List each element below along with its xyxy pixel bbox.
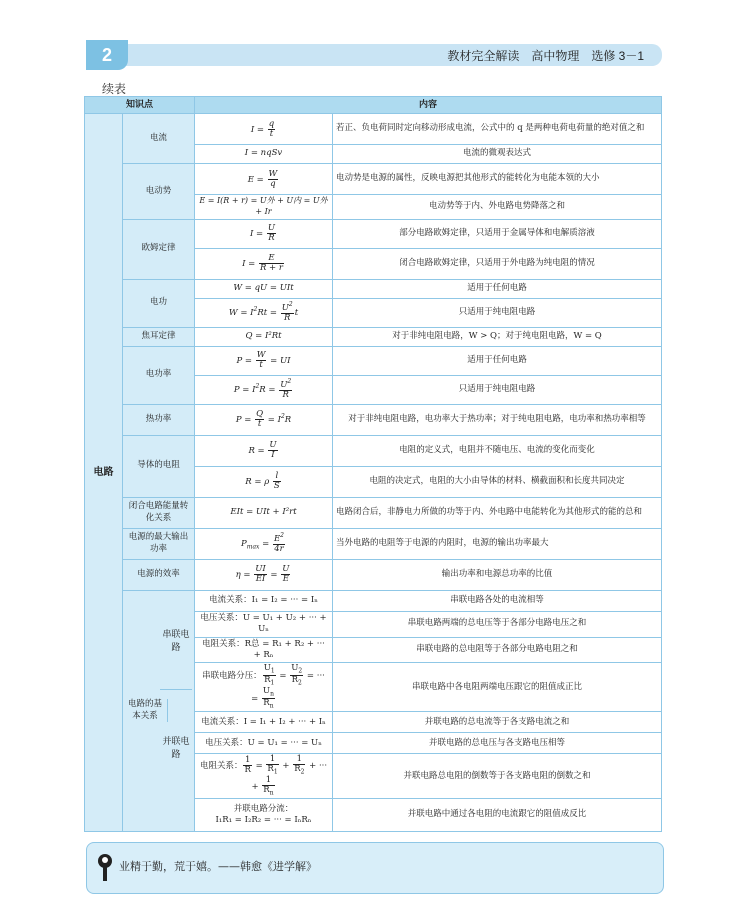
description: 电动势等于内、外电路电势降落之和 — [333, 195, 662, 220]
category-label: 电路 — [85, 114, 123, 832]
formula-label: 电阻关系： — [199, 761, 243, 772]
formula: I = $\frac{E}{R + r}$ — [195, 248, 333, 279]
formula: W = qU = UIt — [195, 279, 333, 298]
table-row — [85, 404, 662, 435]
formula — [195, 799, 333, 832]
formula: E = I(R + r) = U外 + U内 = U外 + Ir — [195, 195, 333, 220]
kp-emf: 电动势 — [123, 164, 195, 220]
description: 电动势是电源的属性，反映电源把其他形式的能转化为电能本领的大小 — [333, 164, 662, 195]
table-row — [85, 346, 662, 375]
description: 并联电路总电阻的倒数等于各支路电阻的倒数之和 — [333, 754, 662, 799]
formula: Q = I²Rt — [195, 327, 333, 346]
table-row — [85, 114, 662, 145]
formula: R = $\frac{U}{I}$ — [195, 435, 333, 466]
kp-power: 电功率 — [123, 346, 195, 404]
kp-work: 电功 — [123, 279, 195, 327]
description: 对于非纯电阻电路，W > Q；对于纯电阻电路，W = Q — [333, 327, 662, 346]
continuation-label: 续表 — [102, 82, 127, 96]
formula: 串联电路分压： $\frac{U_1}{R_1}$ = $\frac{U_2}{R_2}$ = ··· = $\frac{U_n}{R_n}$ — [195, 663, 333, 712]
description: 适用于任何电路 — [333, 279, 662, 298]
formula: EIt = UIt + I²rt — [195, 497, 333, 528]
description: 部分电路欧姆定律，只适用于金属导体和电解质溶液 — [333, 219, 662, 248]
description: 电阻的决定式，电阻的大小由导体的材料、横截面积和长度共同决定 — [333, 466, 662, 497]
footer-quote: 业精于勤，荒于嬉。——韩愈《进学解》 — [119, 860, 317, 873]
formula: I = nqSv — [195, 145, 333, 164]
formula: R = ρ $\frac{l}{S}$ — [195, 466, 333, 497]
formula: 电阻关系：R总 = R₁ + R₂ + ··· + Rₙ — [195, 637, 333, 663]
description: 电阻的定义式，电阻并不随电压、电流的变化而变化 — [333, 435, 662, 466]
header-content: 内容 — [195, 97, 662, 114]
book-title: 教材完全解读 高中物理 选修 3－1 — [447, 49, 644, 63]
formula: η = $\frac{UI}{EI}$ = $\frac{U}{E}$ — [195, 559, 333, 590]
formula-label: 串联电路分压： — [202, 671, 262, 682]
header-bar — [86, 44, 662, 66]
parallel-label: 并联电路 — [160, 689, 192, 804]
description: 适用于任何电路 — [333, 346, 662, 375]
formula: 电阻关系： $\frac{1}{R}$ = $\frac{1}{R_1}$ + $\frac{1}{R_2}$ + ··· + $\frac{1}{R_n}$ — [195, 754, 333, 799]
description: 串联电路两端的总电压等于各部分电路电压之和 — [333, 611, 662, 637]
description: 若正、负电荷同时定向移动形成电流，公式中的 q 是两种电荷电荷量的绝对值之和 — [333, 114, 662, 145]
formula: 电流关系：I₁ = I₂ = ··· = Iₙ — [195, 590, 333, 611]
formula: 电流关系：I = I₁ + I₂ + ··· + Iₙ — [195, 712, 333, 733]
kp-ohm: 欧姆定律 — [123, 219, 195, 279]
kp-energy: 闭合电路能量转化关系 — [123, 497, 195, 528]
table-row — [85, 164, 662, 195]
formula: P = $\frac{W}{t}$ = UI — [195, 346, 333, 375]
basic-label: 电路的基本关系 — [123, 699, 168, 722]
description: 只适用于纯电阻电路 — [333, 298, 662, 327]
table-header-row — [85, 97, 662, 114]
table-row — [85, 559, 662, 590]
kp-resistance: 导体的电阻 — [123, 435, 195, 497]
description: 电路闭合后，非静电力所做的功等于内、外电路中电能转化为其他形式的能的总和 — [333, 497, 662, 528]
kp-current: 电流 — [123, 114, 195, 164]
table-row — [85, 528, 662, 559]
formula: $P_{max}$ = $\frac{E^2}{4r}$ — [195, 528, 333, 559]
formula: E = $\frac{W}{q}$ — [195, 164, 333, 195]
description: 并联电路的总电流等于各支路电流之和 — [333, 712, 662, 733]
description: 并联电路的总电压与各支路电压相等 — [333, 733, 662, 754]
formula-value: I₁R₁ = I₂R₂ = ··· = IₙRₙ — [215, 815, 312, 826]
description: 电流的微观表达式 — [333, 145, 662, 164]
description: 串联电路中各电阻两端电压跟它的阻值成正比 — [333, 663, 662, 712]
table-row — [85, 435, 662, 466]
description: 只适用于纯电阻电路 — [333, 375, 662, 404]
description: 当外电路的电阻等于电源的内阻时，电源的输出功率最大 — [333, 528, 662, 559]
footer-quote-box — [86, 842, 664, 894]
description: 闭合电路欧姆定律，只适用于外电路为纯电阻的情况 — [333, 248, 662, 279]
page-number: 2 — [86, 40, 128, 70]
description: 输出功率和电源总功率的比值 — [333, 559, 662, 590]
formula: P = $\frac{Q}{t}$ = $I^2R$ — [195, 404, 333, 435]
kp-joule: 焦耳定律 — [123, 327, 195, 346]
kp-max-power: 电源的最大输出功率 — [123, 528, 195, 559]
description: 并联电路中通过各电阻的电流跟它的阻值成反比 — [333, 799, 662, 832]
series-label: 串联电路 — [162, 629, 190, 653]
table-row — [85, 497, 662, 528]
bulb-icon — [95, 851, 115, 885]
description: 串联电路各处的电流相等 — [333, 590, 662, 611]
table-row — [85, 327, 662, 346]
header-knowledge: 知识点 — [85, 97, 195, 114]
table-row — [85, 219, 662, 248]
formula: $P = I^2R$ = $\frac{U^2}{R}$ — [195, 375, 333, 404]
table-row — [85, 279, 662, 298]
description: 对于非纯电阻电路，电功率大于热功率；对于纯电阻电路，电功率和热功率相等 — [333, 404, 662, 435]
description: 串联电路的总电阻等于各部分电路电阻之和 — [333, 637, 662, 663]
formula: I = $\frac{q}{t}$ — [195, 114, 333, 145]
kp-heat: 热功率 — [123, 404, 195, 435]
formula: $W = I^2Rt$ = $\frac{U^2}{R}$ t — [195, 298, 333, 327]
kp-efficiency: 电源的效率 — [123, 559, 195, 590]
formula: 电压关系：U = U₁ + U₂ + ··· + Uₙ — [195, 611, 333, 637]
formula: I = $\frac{U}{R}$ — [195, 219, 333, 248]
formula: 电压关系：U = U₁ = ··· = Uₙ — [195, 733, 333, 754]
formula-label: 并联电路分流： — [233, 803, 294, 814]
